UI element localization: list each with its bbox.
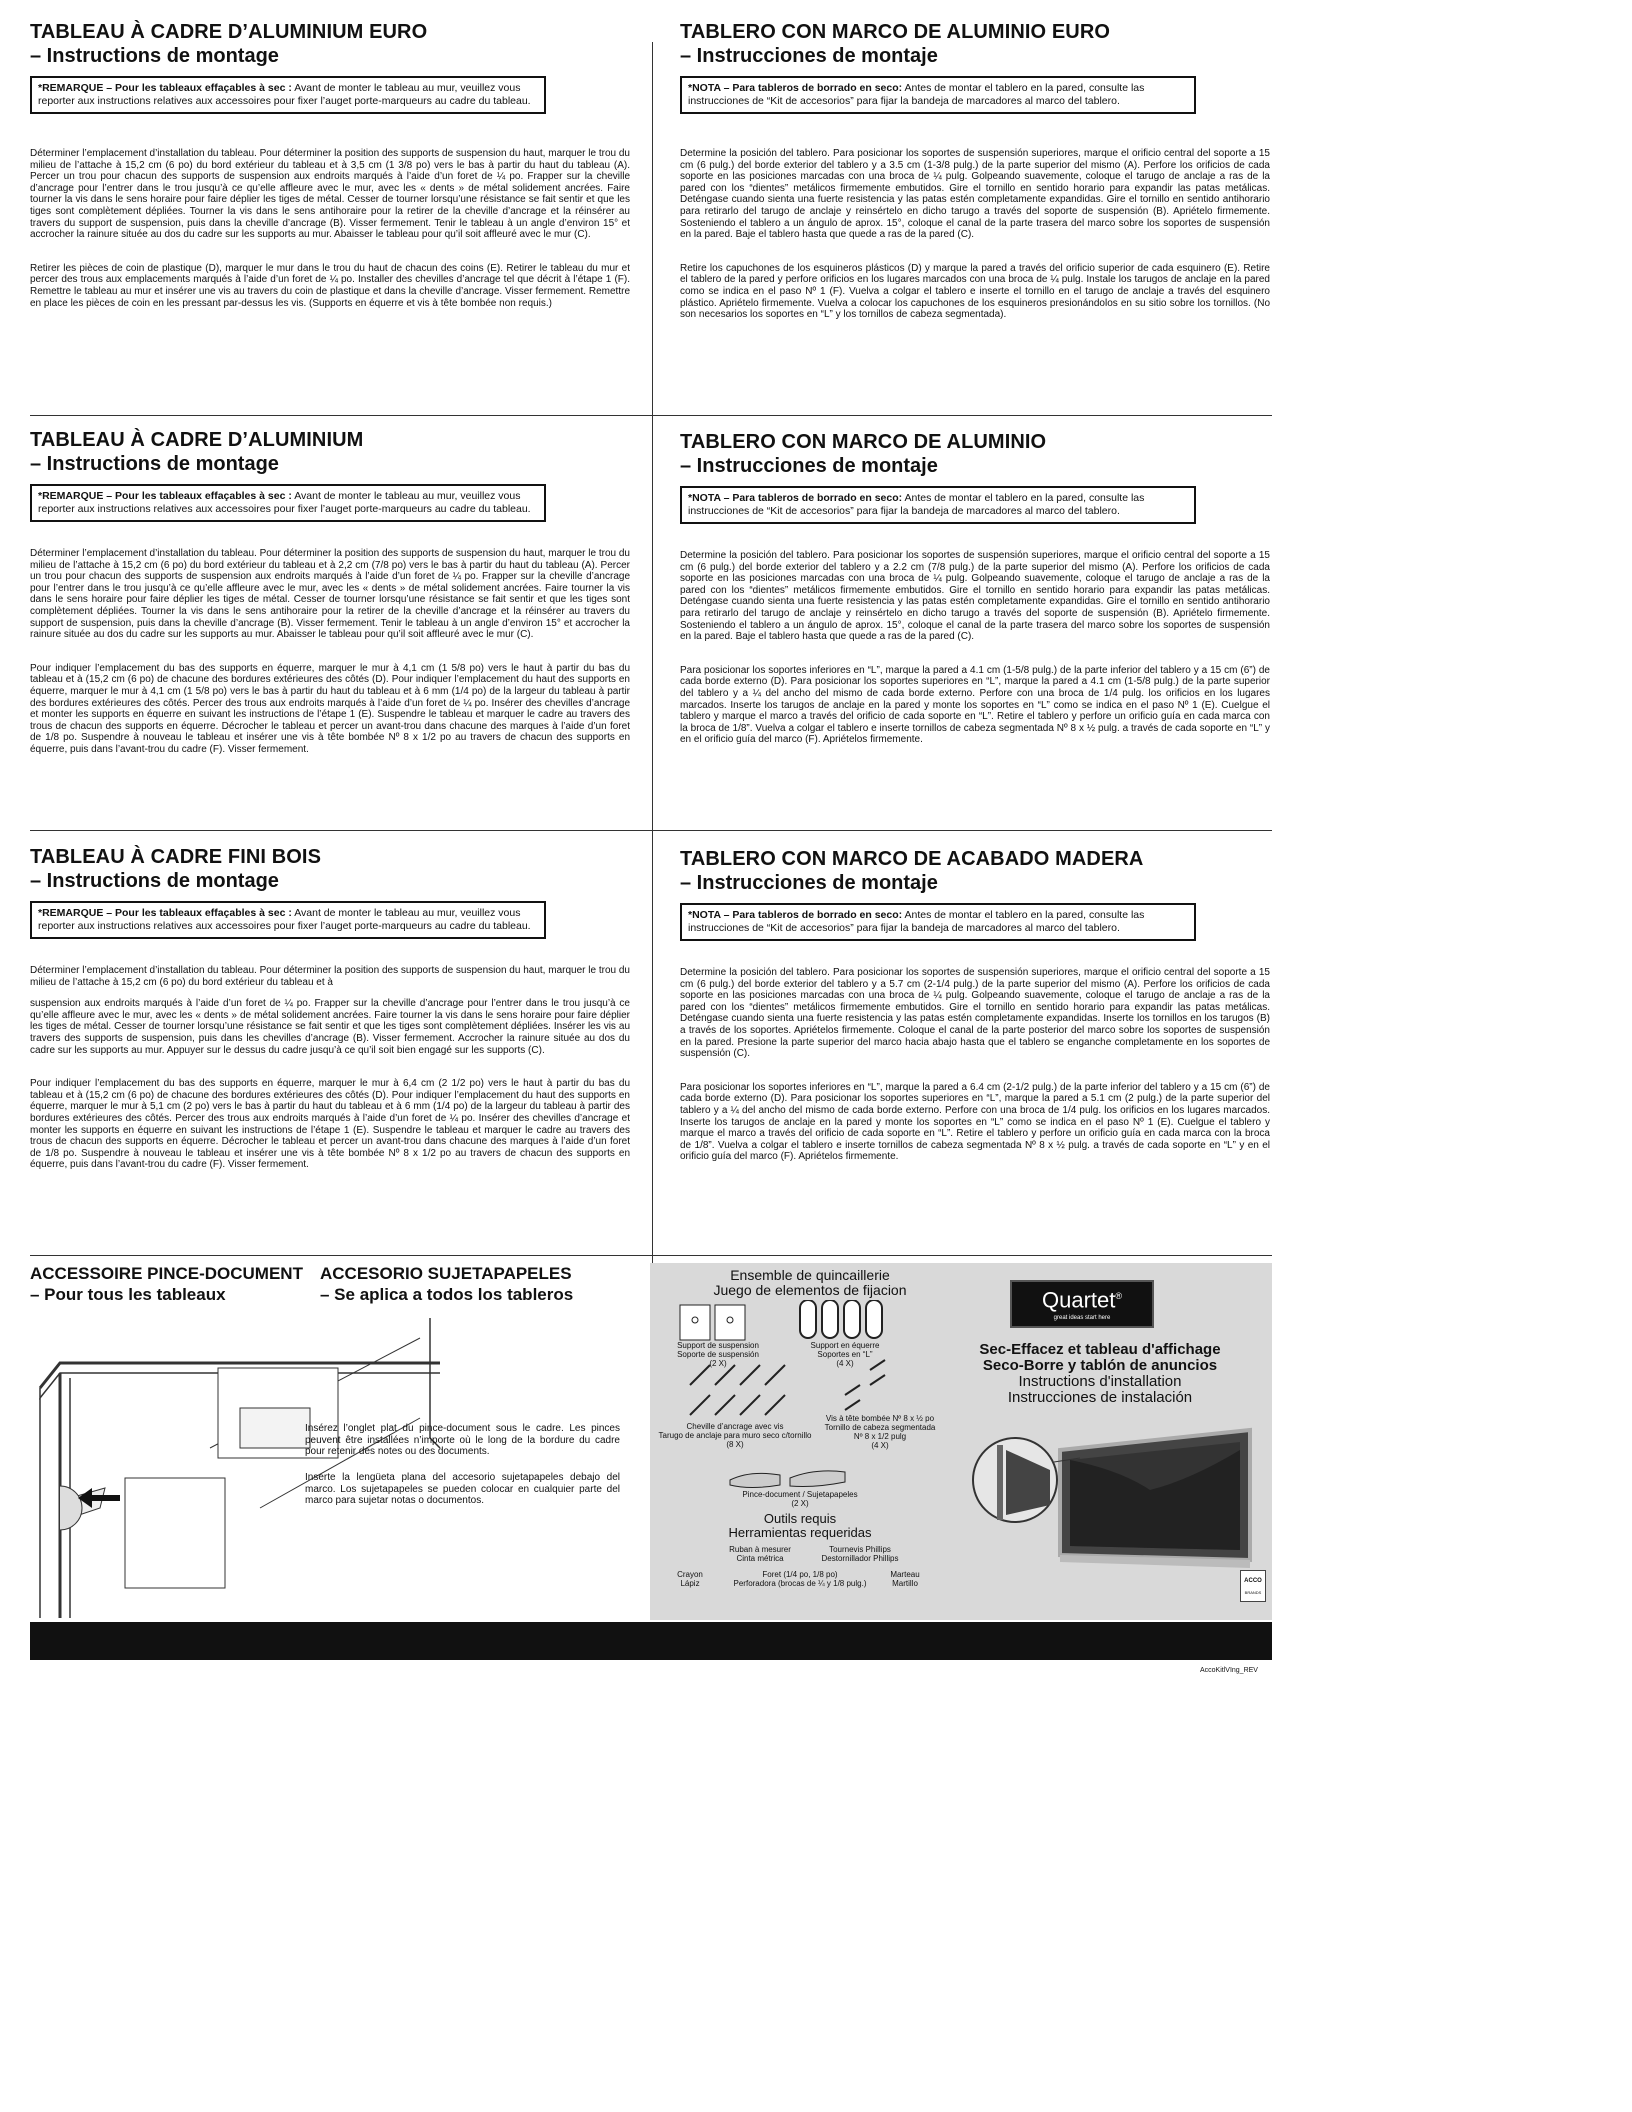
- accessory-fr-header: [30, 1263, 330, 1305]
- product-title-fr: Sec-Effacez et tableau d'affichage: [979, 1341, 1221, 1358]
- acco-logo: [1240, 1570, 1266, 1602]
- section-euro-fr: [30, 20, 630, 309]
- paragraph: Para posicionar los soportes inferiores en “L”, marque la pared a 6.4 cm (2-1/2 pulg.) de la parte inferior del tablero y a 15 cm (6”) de cada borde externo (D). Para posicionar los soportes superiores en “L”, marque la pared a 5.1 cm (2 pulg.) de la parte superior del tablero y a ¼ del ancho del mismo de cada borde externo. Perfore con una broca de 1/4 pulg. los orificios en los lugares marcados. Inserte los tarugos de anclaje en la pared y monte los soportes en “L” como se indica en el paso Nº 1 (E). Cuelgue el tablero y marque el marco a través del orificio de cada soporte en “L”. Retire el tablero y perfore un orificio guía en cada marca con la broca de 1/8”. Vuelva a colgar el tablero e inserte tornillos de cabeza segmentada Nº 8 x ½ pulg. a través de cada soporte en “L” y en el orificio guía del marco (F). Apriételos firmemente.: [680, 1081, 1270, 1163]
- section-divider: [30, 830, 1272, 831]
- accessory-subtitle: – Pour tous les tableaux: [30, 1285, 226, 1304]
- note-text: Antes de montar el tablero en la pared, consulte las instrucciones de “Kit de accesorios” para fijar la bandeja de marcadores al marco del tablero.: [688, 82, 1145, 107]
- section-subtitle: – Instructions de montage: [30, 870, 279, 892]
- note-box: [30, 484, 546, 522]
- paragraph: Pour indiquer l’emplacement du bas des supports en équerre, marquer le mur à 4,1 cm (1 5/8 po) vers le haut à partir du bas du tableau et à (15,2 cm (6 po) de chacune des bordures extérieures des côtés (D). Pour indiquer l’emplacement du haut des supports en équerre, marquer le mur à 4,1 cm (1 5/8 po) vers le bas à partir du haut du tableau et à 6 mm (1/4 po) de la largeur du tableau à partir des bordures extérieures des côtés. Percer des trous aux endroits marqués à l’aide d’un foret de ¼ po. Insérer des chevilles d’ancrage et monter les supports en équerre en suivant les instructions de l’étape 1 (E). Suspendre le tableau et marquer le cadre au travers des trous de chacun des supports en équerre. Décrocher le tableau et percer un avant-trou dans chacune des marques à l’aide d’un foret de 1/8 po. Suspendre à nouveau le tableau et insérer une vis à tête bombée Nº 8 x 1/2 po au travers de chacun des supports en équerre, puis dans l’avant-trou du cadre (F). Visser fermement.: [30, 662, 630, 755]
- section-subtitle: – Instructions de montage: [30, 453, 279, 475]
- section-aluminium-fr: [30, 428, 630, 756]
- note-box: [680, 903, 1196, 941]
- note-text: Avant de monter le tableau au mur, veuillez vous reporter aux instructions relatives aux accessoires pour fixer l’auget porte-marqueurs au cadre du tableau.: [38, 82, 531, 107]
- note-text: Avant de monter le tableau au mur, veuillez vous reporter aux instructions relatives aux accessoires pour fixer l’auget porte-marqueurs au cadre du tableau.: [38, 907, 531, 932]
- section-divider: [30, 1255, 1272, 1256]
- note-label: *NOTA – Para tableros de borrado en seco:: [688, 492, 903, 504]
- tool-hammer: Marteau Martillo: [890, 1570, 920, 1588]
- label-screw: Vis à tête bombée Nº 8 x ½ po Tornillo de cabeza segmentada Nº 8 x 1/2 pulg (4 X): [824, 1414, 936, 1450]
- hardware-title-es: Juego de elementos de fijacion: [713, 1282, 907, 1298]
- note-box: [30, 901, 546, 939]
- tool-tape: Ruban à mesurer Cinta métrica: [729, 1545, 791, 1563]
- label-anchor: Cheville d’ancrage avec vis Tarugo de anclaje para muro seco c/tornillo (8 X): [658, 1422, 812, 1449]
- hardware-title-fr: Ensemble de quincaillerie: [730, 1267, 890, 1283]
- section-title: TABLERO CON MARCO DE ACABADO MADERA: [680, 848, 1144, 870]
- paragraph: Déterminer l’emplacement d’installation du tableau. Pour déterminer la position des supports de suspension du haut, marquer le trou du milieu de l’attache à 15,2 cm (6 po) du bord extérieur du tableau et à 3,5 cm (1 3/8 po) vers le bas à partir du haut du tableau (A). Percer un trou pour chacun des supports de suspension aux endroits marqués à l’aide d’un foret de ¼ po. Frapper sur la cheville d’ancrage pour l’entrer dans le trou jusqu’à ce qu’elle affleure avec le mur, avec les « dents » de métal solidement ancrées. Faire tourner la vis dans le sens horaire pour faire déplier les tiges de métal. Cesser de tourner lorsqu’une résistance se fait sentir et que les tiges sont complètement dépliées. Tourner la vis dans le sens antihoraire pour la retirer de la cheville d’ancrage et la réinsérer au travers du support de suspension, puis dans la cheville d’ancrage (B). Visser fermement. Tenir le tableau à un angle d’environ 15° et accrocher la rainure située au dos du cadre sur les supports au mur. Abaisser le tableau pour qu’il soit affleuré avec le mur (C).: [30, 148, 630, 241]
- section-subtitle: – Instrucciones de montaje: [680, 455, 938, 477]
- tool-screwdriver: Tournevis Phillips Destornillador Phillips: [821, 1545, 899, 1563]
- note-box: [680, 486, 1196, 524]
- document-code: AccoKitlVIng_REV: [1200, 1667, 1258, 1674]
- section-divider: [30, 415, 1272, 416]
- clip-illustration: [30, 1318, 450, 1618]
- tool-pencil: Crayon Lápiz: [677, 1570, 703, 1588]
- note-box: [30, 76, 546, 114]
- note-label: *REMARQUE – Pour les tableaux effaçables à sec :: [38, 490, 292, 502]
- paragraph: Déterminer l’emplacement d’installation du tableau. Pour déterminer la position des supports de suspension du haut, marquer le trou du milieu de l’attache à 15,2 cm (6 po) du bord extérieur du tableau et à: [30, 965, 630, 988]
- note-text: Antes de montar el tablero en la pared, consulte las instrucciones de “Kit de accesorios” para fijar la bandeja de marcadores al marco del tablero.: [688, 492, 1145, 517]
- note-box: [680, 76, 1196, 114]
- acco-logo-sub: BRANDS: [1244, 1590, 1262, 1595]
- product-title-es: Seco-Borre y tablón de anuncios: [982, 1357, 1218, 1374]
- section-wood-fr: [30, 845, 630, 1171]
- tool-drill: Foret (1/4 po, 1/8 po) Perforadora (brocas de ¼ y 1/8 pulg.): [733, 1570, 867, 1588]
- note-text: Avant de monter le tableau au mur, veuillez vous reporter aux instructions relatives aux accessoires pour fixer l’auget porte-marqueurs au cadre du tableau.: [38, 490, 531, 515]
- note-label: *REMARQUE – Pour les tableaux effaçables à sec :: [38, 907, 292, 919]
- label-l-support: Support en équerre Soportes en “L” (4 X): [810, 1341, 880, 1368]
- tools-header: [700, 1512, 900, 1540]
- paragraph: Retire los capuchones de los esquineros plásticos (D) y marque la pared a través del orificio superior de cada esquinero (E). Retire el tablero de la pared y perfore orificios en los lugares marcados con una broca de ¼ pulg. Instale los tarugos de anclaje en la pared como se indica en el paso Nº 1 (F). Vuelva a colgar el tablero e inserte el tornillo en el tarugo de anclaje a través del esquinero plástico. Apriételo firmemente. Vuelva a colocar los capuchones de los esquineros presionándolos en su sitio sobre los tornillos. (No son necesarios los soportes en “L” y los tornillos de cabeza segmentada).: [680, 262, 1270, 321]
- product-title: [950, 1342, 1250, 1406]
- section-wood-es: [680, 847, 1270, 1163]
- paragraph: Determine la posición del tablero. Para posicionar los soportes de suspensión superiores, marque el orificio central del soporte a 15 cm (6 pulg.) del borde exterior del tablero y a 5.7 cm (2-1/4 pulg.) de la parte superior del mismo (A). Perfore los orificios de cada soporte en las posiciones marcadas con una broca de ¼ pulg. Golpeando suavemente, coloque el tarugo de anclaje a ras de la pared con los “dientes” metálicos firmemente embutidos. Gire el tornillo en sentido horario para expandir las patas metálicas. Deténgase cuando sienta una fuerte resistencia y las patas estén completamente expandidas. Inserte los tornillos en los tarugos (B) a través de los soportes. Apriételos firmemente. Coloque el canal de la parte posterior del marco sobre los soportes de suspensión en la pared. Presione la parte superior del marco hacia abajo hasta que el tablero se enganche completamente en los soportes de suspensión (C).: [680, 967, 1270, 1060]
- paragraph: Determine la posición del tablero. Para posicionar los soportes de suspensión superiores, marque el orificio central del soporte a 15 cm (6 pulg.) del borde exterior del tablero y a 3.5 cm (1-3/8 pulg.) de la parte superior del mismo (A). Perfore los orificios de cada soporte en las posiciones marcadas con una broca de ¼ pulg. Golpeando suavemente, coloque el tarugo de anclaje a ras de la pared con los “dientes” metálicos firmemente embutidos. Gire el tornillo en sentido horario para expandir las patas metálicas. Deténgase cuando sienta una fuerte resistencia y las patas estén completamente expandidas. Gire el tornillo en sentido antihorario para retirarlo del tarugo de anclaje y reinsértelo en dicho tarugo a través del soporte de suspensión (B). Apriételo firmemente. Sosteniendo el tablero a un ángulo de aprox. 15°, coloque el canal de la parte trasera del marco sobre los soportes de suspensión en la pared. Baje el tablero hasta que quede a ras de la pared (C).: [680, 148, 1270, 241]
- paragraph: suspension aux endroits marqués à l’aide d’un foret de ¼ po. Frapper sur la cheville d’ancrage pour l’entrer dans le trou jusqu’à ce qu’elle affleure avec le mur, avec les « dents » de métal solidement ancrées. Faire tourner la vis dans le sens horaire pour faire déplier les tiges de métal. Cesser de tourner lorsqu’une résistance se fait sentir et que les tiges sont complètement dépliées. Insérer les vis au travers des supports de suspension, puis dans les chevilles d’ancrage (B). Visser fermement. Accrocher la rainure située au dos du cadre sur les supports au mur. Appuyer sur le dessus du cadre jusqu’à ce qu’il soit bien engagé sur les supports (C).: [30, 998, 630, 1056]
- section-title: TABLERO CON MARCO DE ALUMINIO EURO: [680, 21, 1111, 43]
- column-divider: [652, 42, 653, 1280]
- section-title: TABLERO CON MARCO DE ALUMINIO: [680, 431, 1047, 453]
- section-title: TABLEAU À CADRE FINI BOIS: [30, 846, 322, 868]
- accessory-title: ACCESSOIRE PINCE-DOCUMENT: [30, 1264, 303, 1283]
- logo-text: Quartet: [1041, 1287, 1116, 1313]
- accessory-subtitle: – Se aplica a todos los tableros: [320, 1285, 574, 1304]
- section-euro-es: [680, 20, 1270, 321]
- logo-tagline: great ideas start here: [1053, 1315, 1111, 1322]
- paragraph: Déterminer l’emplacement d’installation du tableau. Pour déterminer la position des supports de suspension du haut, marquer le trou du milieu de l’attache à 15,2 cm (6 po) du bord extérieur du tableau et à 2,2 cm (7/8 po) vers le bas à partir du haut du tableau (A). Percer un trou pour chacun des supports de suspension aux endroits marqués à l’aide d’un foret de ¼ po. Frapper sur la cheville d’ancrage pour l’entrer dans le trou jusqu’à ce qu’elle affleure avec le mur, avec les « dents » de métal solidement ancrées. Faire tourner la vis dans le sens horaire pour faire déplier les tiges de métal. Cesser de tourner lorsqu’une résistance se fait sentir et que les tiges sont complètement dépliées. Tourner la vis dans le sens antihoraire pour la retirer de la cheville d’ancrage et la réinsérer au travers du support de suspension, puis dans la cheville d’ancrage (B). Visser fermement. Tenir le tableau à un angle d’environ 15° et accrocher la rainure située au dos du cadre sur les supports au mur. Abaisser le tableau pour qu’il soit affleuré avec le mur (C).: [30, 548, 630, 641]
- section-title: TABLEAU À CADRE D’ALUMINIUM EURO: [30, 21, 428, 43]
- accessory-es-text: Inserte la lengüeta plana del accesorio sujetapapeles debajo del marco. Los sujetapapeles se pueden colocar en cualquier parte del marco para sujetar notas o documentos.: [305, 1472, 620, 1507]
- board-illustration: [970, 1410, 1260, 1610]
- quartet-logo: [1010, 1280, 1154, 1328]
- note-text: Antes de montar el tablero en la pared, consulte las instrucciones de “Kit de accesorios” para fijar la bandeja de marcadores al marco del tablero.: [688, 909, 1145, 934]
- tools-title-fr: Outils requis: [763, 1511, 837, 1526]
- section-subtitle: – Instrucciones de montaje: [680, 45, 938, 67]
- paragraph: Pour indiquer l’emplacement du bas des supports en équerre, marquer le mur à 6,4 cm (2 1/2 po) vers le haut à partir du bas du tableau et à (15,2 cm (6 po) de chacune des bordures extérieures des côtés (D). Pour indiquer l’emplacement du haut des supports en équerre, marquer le mur à 5,1 cm (2 po) vers le bas à partir du haut du tableau et à 6 mm (1/4 po) de la largeur du tableau à partir des bordures extérieures des côtés. Percer des trous aux endroits marqués à l’aide d’un foret de ¼ po. Insérer des chevilles d’ancrage et monter les supports en équerre en suivant les instructions de l’étape 1 (E). Suspendre le tableau et marquer le cadre au travers des trous de chacun des supports en équerre. Décrocher le tableau et percer un avant-trou dans chacune des marques à l’aide d’un foret de 1/8 po. Suspendre à nouveau le tableau et insérer une vis à tête bombée Nº 8 x 1/2 po au travers de chacun des supports en équerre, puis dans l’avant-trou du cadre (F). Visser fermement.: [30, 1078, 630, 1171]
- label-clip: Pince-document / Sujetapapeles (2 X): [742, 1490, 858, 1508]
- note-label: *REMARQUE – Pour les tableaux effaçables à sec :: [38, 82, 292, 94]
- paragraph: Para posicionar los soportes inferiores en “L”, marque la pared a 4.1 cm (1-5/8 pulg.) de la parte inferior del tablero y a 15 cm (6”) de cada borde externo (D). Para posicionar los soportes superiores en “L”, marque la pared a 4.1 cm (1-5/8 pulg.) de la parte superior del tablero y a ¼ del ancho del mismo de cada borde externo. Perfore con una broca de 1/4 pulg. los orificios en los lugares marcados. Inserte los tarugos de anclaje en la pared y monte los soportes en “L” como se indica en el paso Nº 1 (E). Cuelgue el tablero y marque el marco a través del orificio de cada soporte en “L”. Retire el tablero y perfore un orificio guía en cada marca con la broca de 1/8”. Vuelva a colgar el tablero e inserte tornillos de cabeza segmentada Nº 8 x ½ pulg. a través de cada soporte en “L” y en el orificio guía del marco (F). Apriételos firmemente.: [680, 664, 1270, 746]
- section-subtitle: – Instrucciones de montaje: [680, 872, 938, 894]
- accessory-title: ACCESORIO SUJETAPAPELES: [320, 1264, 572, 1283]
- instructions-title-fr: Instructions d'installation: [1018, 1373, 1182, 1390]
- footer-bar: [30, 1622, 1272, 1660]
- label-suspension: Support de suspension Soporte de suspensión (2 X): [677, 1341, 759, 1368]
- accessory-es-header: [320, 1263, 640, 1305]
- paragraph: Determine la posición del tablero. Para posicionar los soportes de suspensión superiores, marque el orificio central del soporte a 15 cm (6 pulg.) del borde exterior del tablero y a 2.2 cm (7/8 pulg.) de la parte superior del mismo (A). Perfore los orificios de cada soporte en las posiciones marcadas con una broca de ¼ pulg. Golpeando suavemente, coloque el tarugo de anclaje a ras de la pared con los “dientes” metálicos firmemente embutidos. Gire el tornillo en sentido horario para expandir las patas metálicas. Deténgase cuando sienta una fuerte resistencia y las patas estén completamente expandidas. Gire el tornillo en sentido antihorario para retirarlo del tarugo de anclaje y reinsértelo en dicho tarugo a través del soporte de suspensión (B). Apriételo firmemente. Sosteniendo el tablero a un ángulo de aprox. 15°, coloque el canal de la parte trasera del marco sobre los soportes de suspensión en la pared. Baje el tablero hasta que quede a ras de la pared (C).: [680, 550, 1270, 643]
- section-title: TABLEAU À CADRE D’ALUMINIUM: [30, 429, 364, 451]
- paragraph: Retirer les pièces de coin de plastique (D), marquer le mur dans le trou du haut de chacun des coins (E). Retirer le tableau du mur et percer des trous aux emplacements marqués à l’aide d’un foret de ¼ po. Installer des chevilles d’ancrage tel que décrit à l’étape 1 (F). Remettre le tableau au mur et insérer une vis au travers du coin de plastique et dans la cheville d’ancrage. Visser fermement. Remettre en place les pièces de coin en les pressant par-dessus les vis. (Supports en équerre et vis à tête bombée non requis.): [30, 262, 630, 309]
- section-aluminium-es: [680, 430, 1270, 746]
- logo-trademark: ®: [1115, 1291, 1122, 1301]
- acco-logo-text: ACCO: [1244, 1578, 1262, 1584]
- note-label: *NOTA – Para tableros de borrado en seco:: [688, 909, 903, 921]
- note-label: *NOTA – Para tableros de borrado en seco:: [688, 82, 903, 94]
- section-subtitle: – Instructions de montage: [30, 45, 279, 67]
- hardware-items-illustration: [670, 1300, 930, 1500]
- hardware-header: [660, 1268, 960, 1298]
- accessory-fr-text: Insérez l’onglet plat du pince-document sous le cadre. Les pinces peuvent être installées n’importe où le long de la bordure du cadre pour retenir des notes ou des documents.: [305, 1423, 620, 1458]
- instructions-title-es: Instrucciones de instalación: [1007, 1389, 1193, 1406]
- tools-title-es: Herramientas requeridas: [728, 1525, 872, 1540]
